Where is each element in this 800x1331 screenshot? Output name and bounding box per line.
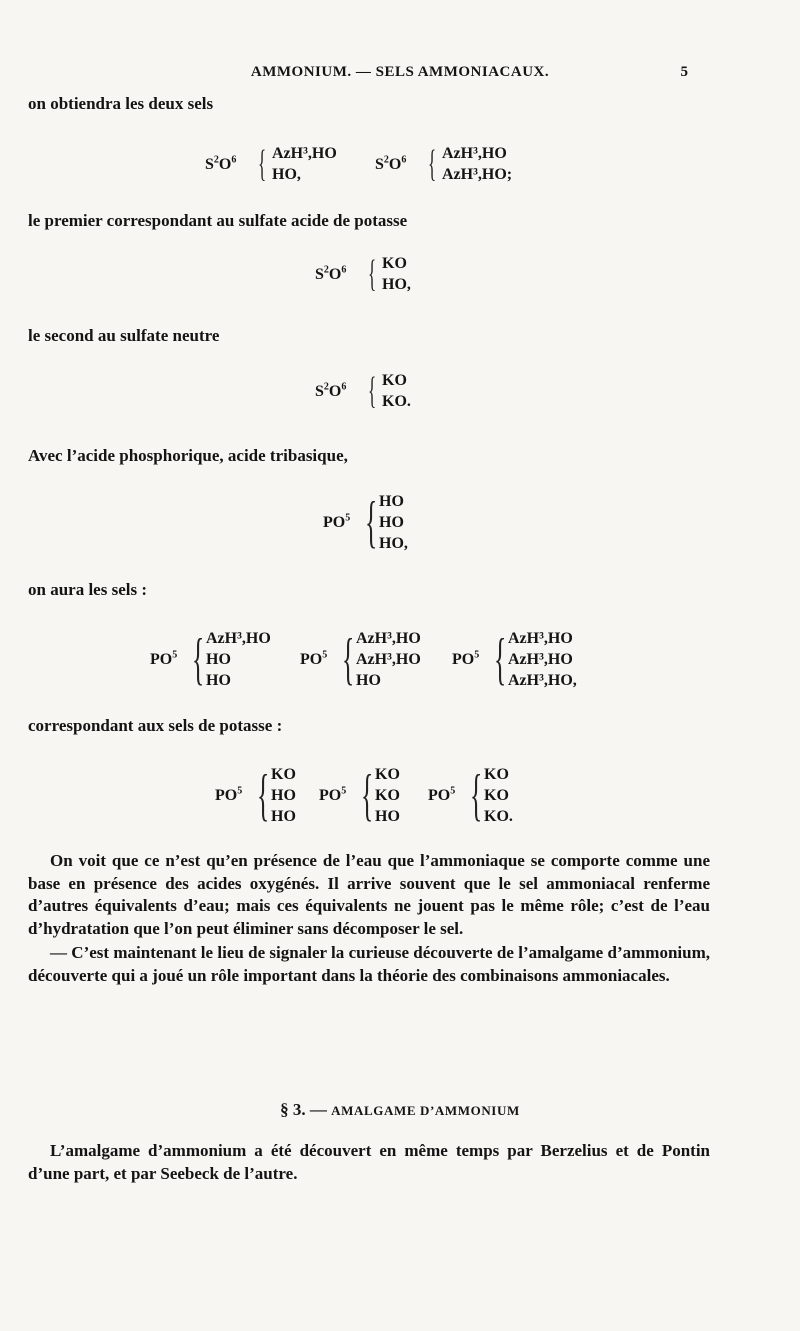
formula-brace: { [368,253,377,295]
formula-ammonium-phosphate-3 [452,628,612,691]
section-heading [0,1100,800,1120]
formula-row: KO [382,372,407,389]
formula-row: KO. [382,393,411,410]
text-line: Avec l’acide phosphorique, acide tribasique, [28,446,348,465]
running-header: AMMONIUM. — SELS AMMONIACAUX. [250,64,550,80]
formula-potassium-phosphate-3 [428,764,538,827]
formula-potassium-phosphate-2 [319,764,419,827]
formula-ammonium-sulfate-neutral [375,143,535,185]
formula-brace: { [257,764,270,827]
formula-prefix: $PO^5$ [319,785,347,804]
body-paragraphs [28,850,710,987]
formula-rows [508,628,577,691]
formula-rows [272,143,337,185]
formula-row: HO, [382,276,411,293]
formula-rows [382,253,411,295]
text-line: on aura les sels : [28,580,147,599]
formula-brace: { [192,628,205,691]
formula-row: HO [379,493,404,510]
formula-row: HO [206,672,231,689]
formula-ammonium-phosphate-2 [300,628,450,691]
body-paragraphs [28,1140,710,1185]
formula-rows [442,143,512,185]
formula-potassium-sulfate-neutral [315,370,435,412]
formula-row: HO [375,808,400,825]
formula-rows [206,628,271,691]
paragraph: — C’est maintenant le lieu de signaler la curieuse découverte de l’amalgame d’ammonium, découverte qui a joué un rôle important dans la théorie des combinaisons ammoniacales. [28,943,710,985]
formula-rows [382,370,411,412]
formula-prefix: $S^2O^6$ [315,381,347,400]
formula-row: HO, [272,166,301,183]
paragraph: On voit que ce n’est qu’en présence de l’eau que l’ammoniaque se comporte comme une base en présence des acides oxygénés. Il arrive souvent que le sel ammoniacal renferme d’autres équivalents d’eau; mais ces équivalents ne jouent pas le même rôle; c’est de l’eau d’hydratation que l’on peut éliminer sans décomposer le sel. [28,851,710,938]
formula-prefix: $S^2O^6$ [375,154,407,173]
formula-row: KO [382,255,407,272]
formula-row: HO [271,787,296,804]
formula-prefix: $PO^5$ [452,649,480,668]
formula-brace: { [365,491,378,554]
formula-row: KO. [484,808,513,825]
formula-row: AzH³,HO [356,651,421,668]
formula-brace: { [428,143,437,185]
formula-row: KO [484,766,509,783]
formula-row: AzH³,HO [272,145,337,162]
formula-potassium-phosphate-1 [215,764,315,827]
formula-rows [484,764,513,827]
formula-rows [379,491,408,554]
formula-row: HO [356,672,381,689]
formula-row: AzH³,HO [442,145,507,162]
formula-row: AzH³,HO [356,630,421,647]
formula-rows [271,764,296,827]
formula-prefix: $PO^5$ [150,649,178,668]
formula-ammonium-sulfate-acid [205,143,345,185]
formula-prefix: $PO^5$ [428,785,456,804]
formula-row: HO [271,808,296,825]
formula-brace: { [258,143,267,185]
formula-prefix: $S^2O^6$ [315,264,347,283]
formula-row: HO [206,651,231,668]
formula-row: AzH³,HO [508,651,573,668]
formula-brace: { [494,628,507,691]
formula-prefix: $S^2O^6$ [205,154,237,173]
text-line: on obtiendra les deux sels [28,94,214,113]
formula-brace: { [470,764,483,827]
formula-prefix: $PO^5$ [300,649,328,668]
formula-rows [375,764,400,827]
page-number: 5 [680,64,688,80]
formula-potassium-sulfate-acid [315,253,435,295]
formula-brace: { [361,764,374,827]
formula-rows [356,628,421,691]
formula-row: HO [379,514,404,531]
formula-row: AzH³,HO, [508,672,577,689]
formula-row: KO [271,766,296,783]
formula-ammonium-phosphate-1 [150,628,300,691]
section-title: AMALGAME D’AMMONIUM [331,1103,520,1118]
formula-row: KO [375,766,400,783]
formula-prefix: $PO^5$ [323,512,351,531]
formula-brace: { [342,628,355,691]
formula-row: KO [375,787,400,804]
section-dash: — [309,1100,327,1119]
paragraph: L’amalgame d’ammonium a été découvert en même temps par Berzelius et de Pontin d’une part, et par Seebeck de l’autre. [28,1141,710,1183]
formula-phosphoric-acid [323,491,443,554]
text-line: le second au sulfate neutre [28,326,220,345]
text-line: correspondant aux sels de potasse : [28,716,283,735]
formula-brace: { [368,370,377,412]
formula-row: HO, [379,535,408,552]
formula-row: AzH³,HO [206,630,271,647]
formula-row: AzH³,HO; [442,166,513,183]
formula-row: KO [484,787,509,804]
formula-row: AzH³,HO [508,630,573,647]
section-number: § 3. [280,1100,306,1119]
text-line: le premier correspondant au sulfate acide de potasse [28,211,408,230]
formula-prefix: $PO^5$ [215,785,243,804]
